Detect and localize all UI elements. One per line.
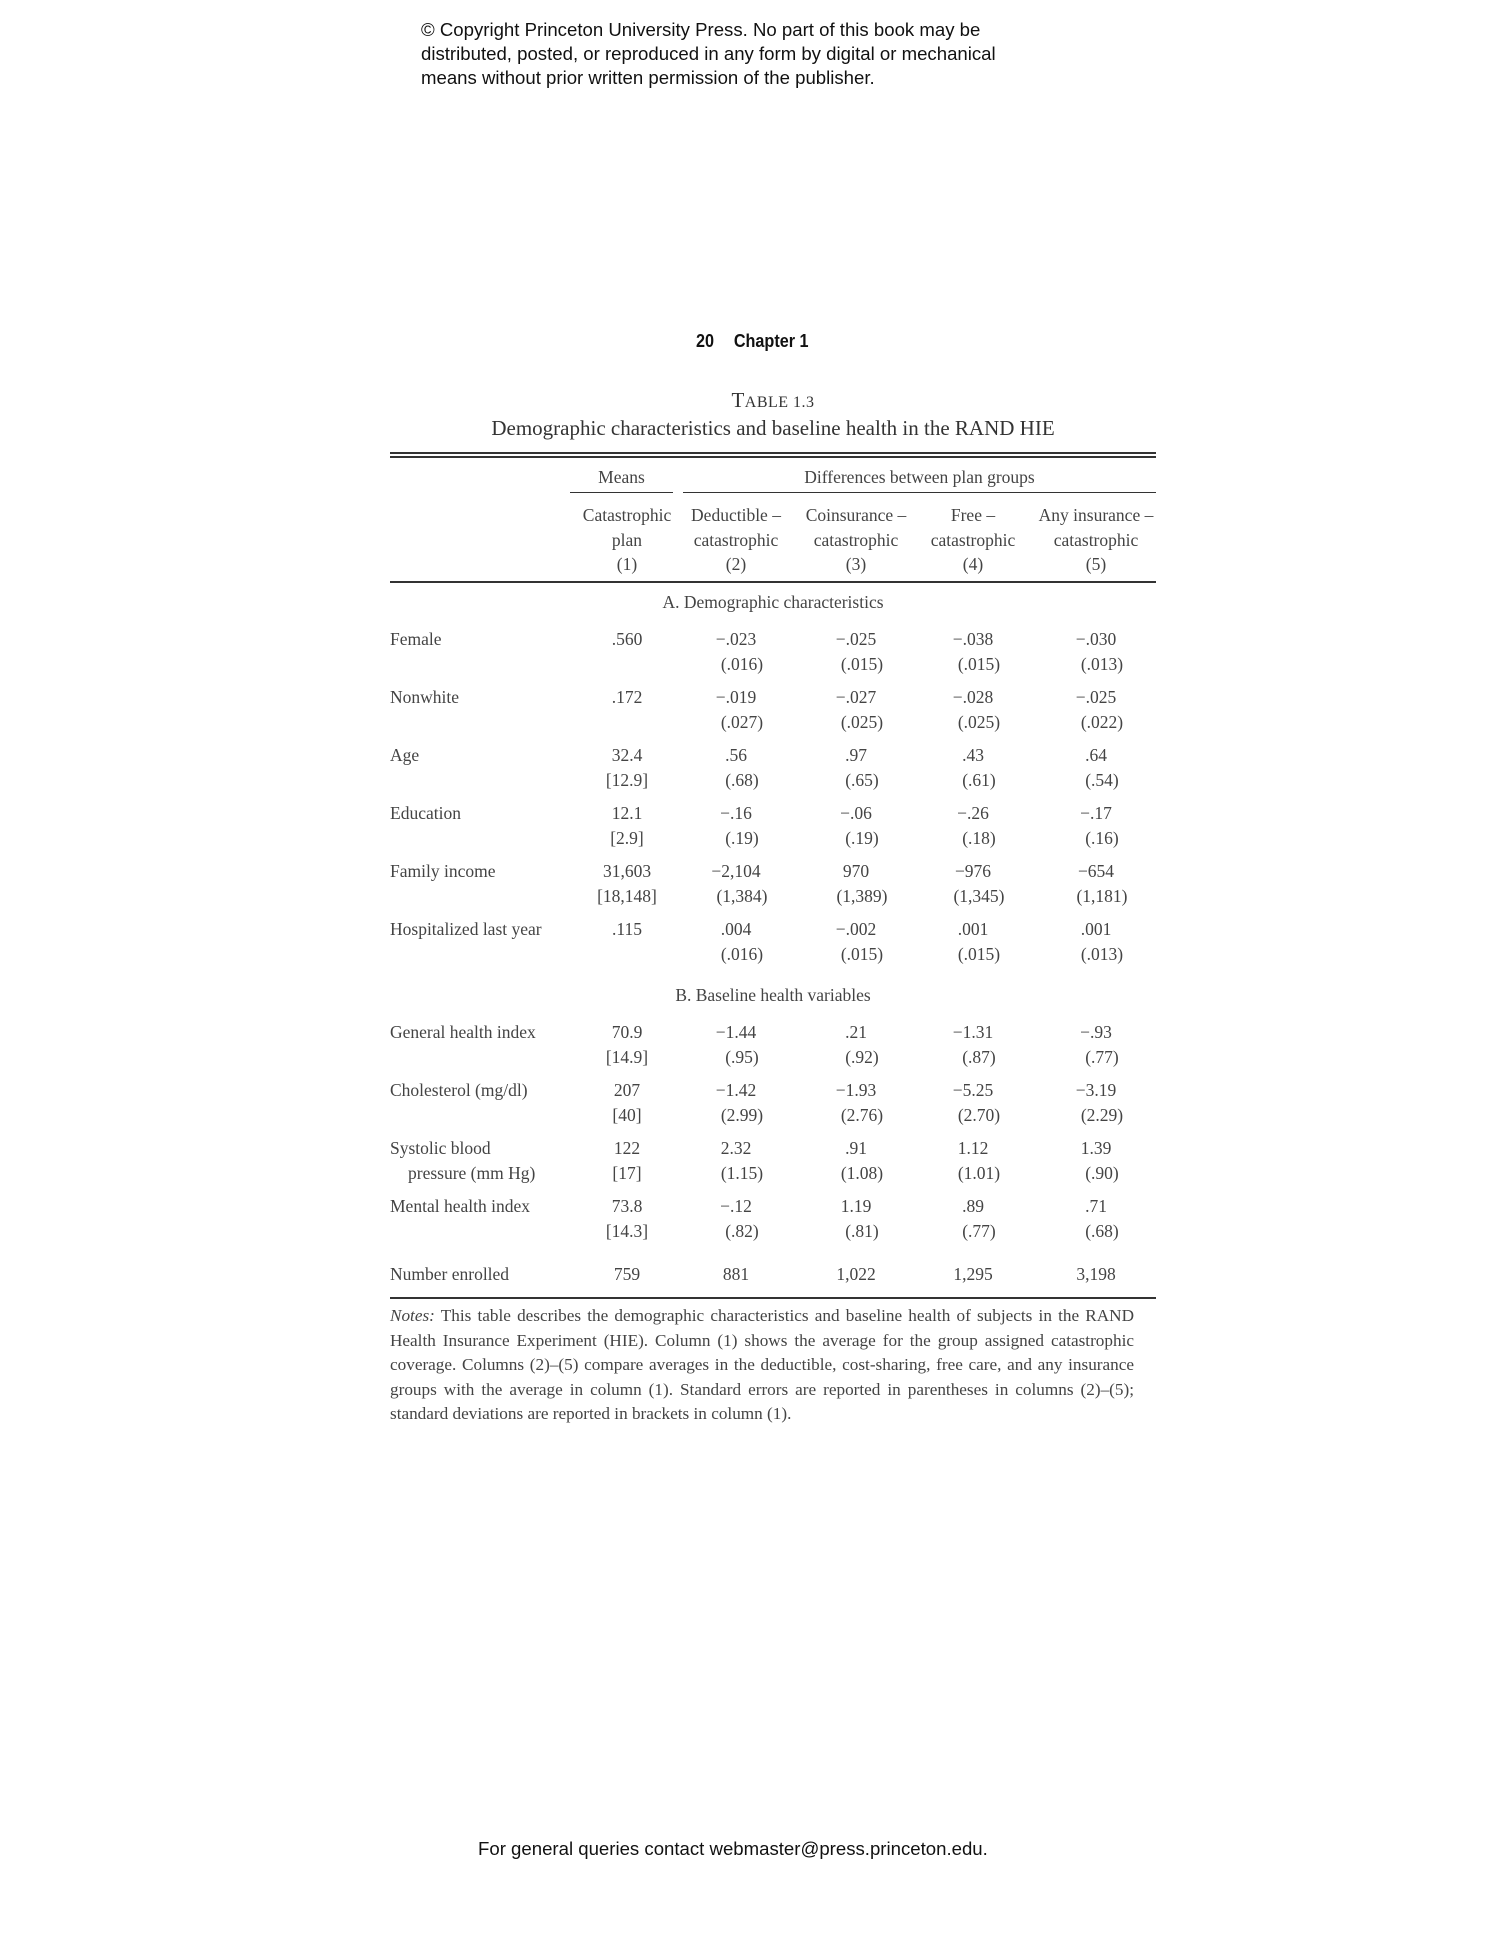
table-cell-value: .89 <box>962 1196 984 1216</box>
table-cell-value: 207 <box>613 1080 641 1100</box>
table-cell-value: −.027 <box>835 687 877 707</box>
table-cell-se: (.77) <box>962 1220 996 1241</box>
table-cell-se: (.19) <box>725 827 759 848</box>
column-header-4-line2: catastrophic <box>930 529 1016 550</box>
table-cell-se: (2.70) <box>957 1104 1001 1125</box>
table-cell-value: 122 <box>613 1138 641 1158</box>
table-cell-se: (1,389) <box>836 885 888 906</box>
table-cell-value: .115 <box>612 919 642 939</box>
table-cell-value: .91 <box>845 1138 867 1158</box>
header-differences: Differences between plan groups <box>804 467 1035 487</box>
table-cell-se: (.90) <box>1085 1162 1119 1183</box>
table-cell-se: (.015) <box>957 653 1001 674</box>
row-label: Female <box>390 629 442 649</box>
table-cell-value: .64 <box>1085 745 1107 765</box>
table-cell-value: −.93 <box>1080 1022 1112 1042</box>
table-cell-enrolled: 1,022 <box>836 1264 876 1284</box>
row-label: Family income <box>390 861 496 881</box>
table-cell-value: −.16 <box>720 803 752 823</box>
table-cell-se: (1,345) <box>953 885 1005 906</box>
copyright-line-1: © Copyright Princeton University Press. No part of this book may be <box>421 19 981 40</box>
table-cell-value: −.030 <box>1075 629 1117 649</box>
table-cell-value: −.025 <box>1075 687 1117 707</box>
table-cell-value: −5.25 <box>952 1080 994 1100</box>
row-label: Age <box>390 745 420 765</box>
table-cell-value: −1.44 <box>715 1022 757 1042</box>
column-header-3-line1: Coinsurance – <box>805 505 907 525</box>
table-cell-se: (2.99) <box>720 1104 764 1125</box>
table-cell-value: −2,104 <box>711 861 761 881</box>
notes-lead: Notes: <box>390 1306 435 1325</box>
table-cell-sd: [14.9] <box>605 1046 649 1067</box>
table-cell-se: (.015) <box>840 653 884 674</box>
table-cell-value: −.025 <box>835 629 877 649</box>
table-cell-se: (.015) <box>840 943 884 964</box>
table-cell-value: 70.9 <box>611 1022 643 1042</box>
row-label: General health index <box>390 1022 536 1042</box>
top-rule-1 <box>390 452 1156 454</box>
table-cell-enrolled: 759 <box>613 1264 641 1284</box>
row-label: Cholesterol (mg/dl) <box>390 1080 528 1100</box>
column-header-2-line1: Deductible – <box>691 505 781 525</box>
table-cell-se: (.022) <box>1080 711 1124 732</box>
table-cell-se: (1,181) <box>1076 885 1128 906</box>
table-cell-se: (.92) <box>845 1046 879 1067</box>
table-cell-sd: [40] <box>612 1104 642 1125</box>
table-cell-value: .56 <box>725 745 747 765</box>
row-label: Systolic blood <box>390 1138 491 1158</box>
row-label-enrolled: Number enrolled <box>390 1264 510 1284</box>
table-cell-value: 1.12 <box>957 1138 989 1158</box>
running-head <box>696 331 809 352</box>
table-cell-value: 1.39 <box>1080 1138 1112 1158</box>
table-cell-value: 32.4 <box>611 745 643 765</box>
table-cell-se: (.027) <box>720 711 764 732</box>
header-rule <box>390 581 1156 583</box>
table-cell-se: (.016) <box>720 653 764 674</box>
column-header-2-num: (2) <box>725 554 747 574</box>
table-cell-value: 1.19 <box>840 1196 872 1216</box>
table-cell-value: −3.19 <box>1075 1080 1117 1100</box>
table-cell-se: (1.01) <box>957 1162 1001 1183</box>
table-title: Demographic characteristics and baseline health in the RAND HIE <box>491 416 1055 440</box>
table-cell-value: 73.8 <box>611 1196 643 1216</box>
table-label-initial: T <box>731 388 745 412</box>
bottom-rule <box>390 1297 1156 1299</box>
chapter-title: Chapter 1 <box>733 331 809 351</box>
table-cell-se: (.015) <box>957 943 1001 964</box>
table-cell-se: (.19) <box>845 827 879 848</box>
table-cell-se: (.016) <box>720 943 764 964</box>
table-cell-se: (.013) <box>1080 653 1124 674</box>
table-cell-se: (.65) <box>845 769 879 790</box>
table-cell-value: −.023 <box>715 629 757 649</box>
table-cell-se: (.77) <box>1085 1046 1119 1067</box>
row-label-continuation: pressure (mm Hg) <box>408 1162 536 1183</box>
panel-a-heading: A. Demographic characteristics <box>662 592 884 612</box>
table-cell-se: (2.29) <box>1080 1104 1124 1125</box>
header-means: Means <box>598 467 645 487</box>
table-cell-se: (.54) <box>1085 769 1119 790</box>
table-cell-value: .004 <box>720 919 752 939</box>
table-cell-se: (.82) <box>725 1220 759 1241</box>
column-header-3-line2: catastrophic <box>813 529 899 550</box>
table-label <box>390 388 1156 413</box>
table-cell-value: −.002 <box>835 919 877 939</box>
row-label: Mental health index <box>390 1196 530 1216</box>
notes-text: This table describes the demographic characteristics and baseline health of subjects in the RAND Health Insurance Experiment (HIE). Column (1) shows the average for the group assigned catastrophic coverage. Columns (2)–(5) compare averages in the deductible, cost-sharing, free care, and any insurance groups with the average in column (1). Standard errors are reported in parentheses in columns (2)–(5); standard deviations are reported in brackets in column (1). <box>390 1306 1134 1423</box>
table-cell-se: (1.15) <box>720 1162 764 1183</box>
table-cell-value: −.17 <box>1080 803 1112 823</box>
table-cell-se: (1,384) <box>716 885 768 906</box>
table-cell-value: .001 <box>957 919 989 939</box>
column-header-1-line2: plan <box>611 529 643 550</box>
column-header-2-line2: catastrophic <box>693 529 779 550</box>
table-cell-se: (.61) <box>962 769 996 790</box>
table-cell-se: (.025) <box>957 711 1001 732</box>
table-cell-value: −.038 <box>952 629 994 649</box>
column-header-5-num: (5) <box>1085 554 1107 574</box>
table-cell-value: 12.1 <box>611 803 643 823</box>
footer-contact: For general queries contact webmaster@press.princeton.edu. <box>478 1838 988 1859</box>
page-number: 20 <box>696 331 715 351</box>
table-cell-value: −1.42 <box>715 1080 757 1100</box>
table-cell-value: −.019 <box>715 687 757 707</box>
table-cell-se: (.95) <box>725 1046 759 1067</box>
table-cell-se: (.68) <box>1085 1220 1119 1241</box>
table-cell-sd: [12.9] <box>605 769 649 790</box>
column-header-3-num: (3) <box>845 554 867 574</box>
copyright-line-3: means without prior written permission of the publisher. <box>421 67 875 88</box>
table-cell-value: −.26 <box>957 803 989 823</box>
table-cell-se: (.16) <box>1085 827 1119 848</box>
table-cell-value: −.12 <box>720 1196 752 1216</box>
table-cell-se: (.025) <box>840 711 884 732</box>
table-cell-se: (1.08) <box>840 1162 884 1183</box>
table-cell-value: −976 <box>954 861 992 881</box>
table-cell-enrolled: 881 <box>722 1264 750 1284</box>
table-cell-value: −1.31 <box>952 1022 994 1042</box>
column-header-1-line1: Catastrophic <box>582 505 672 525</box>
column-header-5-line2: catastrophic <box>1053 529 1139 550</box>
table-cell-sd: [2.9] <box>610 827 644 848</box>
table-cell-value: 2.32 <box>720 1138 752 1158</box>
column-header-4-num: (4) <box>962 554 984 574</box>
column-header-1-num: (1) <box>616 554 638 574</box>
table-cell-enrolled: 3,198 <box>1076 1264 1116 1284</box>
table-cell-value: .172 <box>611 687 643 707</box>
table-cell-value: −.06 <box>840 803 872 823</box>
table-cell-value: .43 <box>962 745 984 765</box>
column-header-4-line1: Free – <box>950 505 996 525</box>
table-cell-se: (.18) <box>962 827 996 848</box>
table-cell-se: (.87) <box>962 1046 996 1067</box>
table-cell-value: .71 <box>1085 1196 1107 1216</box>
table-cell-sd: [14.3] <box>605 1220 649 1241</box>
table-notes <box>390 1304 1134 1427</box>
table-cell-value: −.028 <box>952 687 994 707</box>
table-cell-value: .97 <box>845 745 867 765</box>
table-cell-value: .560 <box>611 629 643 649</box>
copyright-notice <box>421 18 1061 90</box>
table-cell-se: (2.76) <box>840 1104 884 1125</box>
row-label: Education <box>390 803 461 823</box>
table-cell-enrolled: 1,295 <box>953 1264 993 1284</box>
table-cell-value: 970 <box>842 861 870 881</box>
table-cell-value: 31,603 <box>602 861 652 881</box>
means-underline <box>570 492 673 493</box>
table-cell-se: (.81) <box>845 1220 879 1241</box>
panel-b-heading: B. Baseline health variables <box>675 985 871 1005</box>
table-cell-sd: [17] <box>612 1162 642 1183</box>
row-label: Nonwhite <box>390 687 460 707</box>
copyright-line-2: distributed, posted, or reproduced in any form by digital or mechanical <box>421 43 996 64</box>
table-cell-se: (.68) <box>725 769 759 790</box>
table-cell-value: −654 <box>1077 861 1115 881</box>
table-label-rest: ABLE 1.3 <box>744 394 815 411</box>
top-rule-2 <box>390 456 1156 458</box>
row-label-cont <box>390 1161 535 1186</box>
diffs-underline <box>683 492 1156 493</box>
row-label: Hospitalized last year <box>390 919 542 939</box>
table-cell-value: −1.93 <box>835 1080 877 1100</box>
table-cell-sd: [18,148] <box>597 885 657 906</box>
column-header-5-line1: Any insurance – <box>1038 505 1154 525</box>
table-cell-value: .001 <box>1080 919 1112 939</box>
table-cell-se: (.013) <box>1080 943 1124 964</box>
table-cell-value: .21 <box>845 1022 867 1042</box>
